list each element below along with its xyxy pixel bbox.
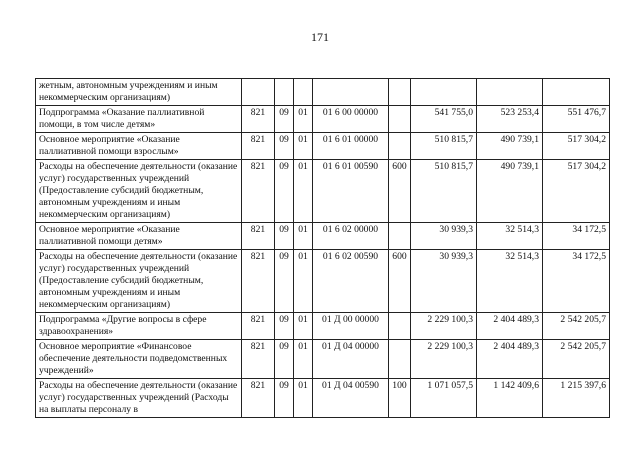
table-row xyxy=(36,79,610,106)
table-row xyxy=(36,133,610,160)
amount-year-2: 2 404 489,3 xyxy=(477,313,543,340)
expense-type xyxy=(389,313,411,340)
table-row xyxy=(36,250,610,313)
row-name: Подпрограмма «Другие вопросы в сфере здравоохранения» xyxy=(36,313,242,340)
section-code: 09 xyxy=(275,133,294,160)
row-name: Основное мероприятие «Финансовое обеспечение деятельности подведомственных учреждений» xyxy=(36,340,242,379)
section-code: 09 xyxy=(275,379,294,418)
target-article: 01 Д 04 00590 xyxy=(313,379,389,418)
subsection-code: 01 xyxy=(294,250,313,313)
table-row xyxy=(36,313,610,340)
target-article: 01 Д 00 00000 xyxy=(313,313,389,340)
ministry-code: 821 xyxy=(242,250,275,313)
expense-type: 100 xyxy=(389,379,411,418)
amount-year-1: 30 939,3 xyxy=(411,250,477,313)
expense-type xyxy=(389,106,411,133)
target-article xyxy=(313,79,389,106)
row-name: Расходы на обеспечение деятельности (оказание услуг) государственных учреждений (Предоставление субсидий бюджетным, автономным учреждениям и иным некоммерческим организациям) xyxy=(36,160,242,223)
amount-year-3: 34 172,5 xyxy=(543,250,610,313)
target-article: 01 6 02 00590 xyxy=(313,250,389,313)
table-row xyxy=(36,160,610,223)
amount-year-2 xyxy=(477,79,543,106)
row-name: Расходы на обеспечение деятельности (оказание услуг) государственных учреждений (Расходы на выплаты персоналу в xyxy=(36,379,242,418)
amount-year-2: 490 739,1 xyxy=(477,160,543,223)
ministry-code: 821 xyxy=(242,106,275,133)
expense-type: 600 xyxy=(389,160,411,223)
ministry-code: 821 xyxy=(242,313,275,340)
section-code: 09 xyxy=(275,250,294,313)
table-row xyxy=(36,106,610,133)
amount-year-3: 517 304,2 xyxy=(543,160,610,223)
amount-year-1: 541 755,0 xyxy=(411,106,477,133)
page-number: 171 xyxy=(311,30,329,44)
subsection-code: 01 xyxy=(294,106,313,133)
ministry-code: 821 xyxy=(242,160,275,223)
subsection-code: 01 xyxy=(294,313,313,340)
ministry-code: 821 xyxy=(242,340,275,379)
section-code xyxy=(275,79,294,106)
subsection-code xyxy=(294,79,313,106)
section-code: 09 xyxy=(275,340,294,379)
expense-type xyxy=(389,340,411,379)
target-article: 01 6 00 00000 xyxy=(313,106,389,133)
expense-type xyxy=(389,223,411,250)
amount-year-1: 2 229 100,3 xyxy=(411,340,477,379)
table-row xyxy=(36,379,610,418)
expense-type xyxy=(389,133,411,160)
target-article: 01 6 01 00590 xyxy=(313,160,389,223)
amount-year-1: 30 939,3 xyxy=(411,223,477,250)
subsection-code: 01 xyxy=(294,223,313,250)
amount-year-3: 34 172,5 xyxy=(543,223,610,250)
amount-year-2: 523 253,4 xyxy=(477,106,543,133)
subsection-code: 01 xyxy=(294,133,313,160)
ministry-code: 821 xyxy=(242,379,275,418)
amount-year-2: 490 739,1 xyxy=(477,133,543,160)
section-code: 09 xyxy=(275,313,294,340)
subsection-code: 01 xyxy=(294,379,313,418)
amount-year-2: 2 404 489,3 xyxy=(477,340,543,379)
target-article: 01 6 01 00000 xyxy=(313,133,389,160)
amount-year-1 xyxy=(411,79,477,106)
amount-year-3: 2 542 205,7 xyxy=(543,340,610,379)
amount-year-2: 32 514,3 xyxy=(477,250,543,313)
row-name: Подпрограмма «Оказание паллиативной помощи, в том числе детям» xyxy=(36,106,242,133)
budget-table xyxy=(35,78,610,418)
amount-year-2: 32 514,3 xyxy=(477,223,543,250)
subsection-code: 01 xyxy=(294,160,313,223)
amount-year-2: 1 142 409,6 xyxy=(477,379,543,418)
section-code: 09 xyxy=(275,223,294,250)
amount-year-3: 2 542 205,7 xyxy=(543,313,610,340)
amount-year-3: 1 215 397,6 xyxy=(543,379,610,418)
section-code: 09 xyxy=(275,106,294,133)
amount-year-1: 2 229 100,3 xyxy=(411,313,477,340)
section-code: 09 xyxy=(275,160,294,223)
row-name: жетным, автономным учреждениям и иным некоммерческим организациям) xyxy=(36,79,242,106)
target-article: 01 6 02 00000 xyxy=(313,223,389,250)
row-name: Основное мероприятие «Оказание паллиативной помощи детям» xyxy=(36,223,242,250)
amount-year-1: 510 815,7 xyxy=(411,160,477,223)
ministry-code: 821 xyxy=(242,133,275,160)
subsection-code: 01 xyxy=(294,340,313,379)
row-name: Расходы на обеспечение деятельности (оказание услуг) государственных учреждений (Предоставление субсидий бюджетным, автономным учреждениям и иным некоммерческим организациям) xyxy=(36,250,242,313)
table-row xyxy=(36,340,610,379)
expense-type: 600 xyxy=(389,250,411,313)
amount-year-3 xyxy=(543,79,610,106)
amount-year-3: 551 476,7 xyxy=(543,106,610,133)
amount-year-1: 510 815,7 xyxy=(411,133,477,160)
amount-year-3: 517 304,2 xyxy=(543,133,610,160)
table-row xyxy=(36,223,610,250)
expense-type xyxy=(389,79,411,106)
ministry-code xyxy=(242,79,275,106)
ministry-code: 821 xyxy=(242,223,275,250)
row-name: Основное мероприятие «Оказание паллиативной помощи взрослым» xyxy=(36,133,242,160)
amount-year-1: 1 071 057,5 xyxy=(411,379,477,418)
target-article: 01 Д 04 00000 xyxy=(313,340,389,379)
